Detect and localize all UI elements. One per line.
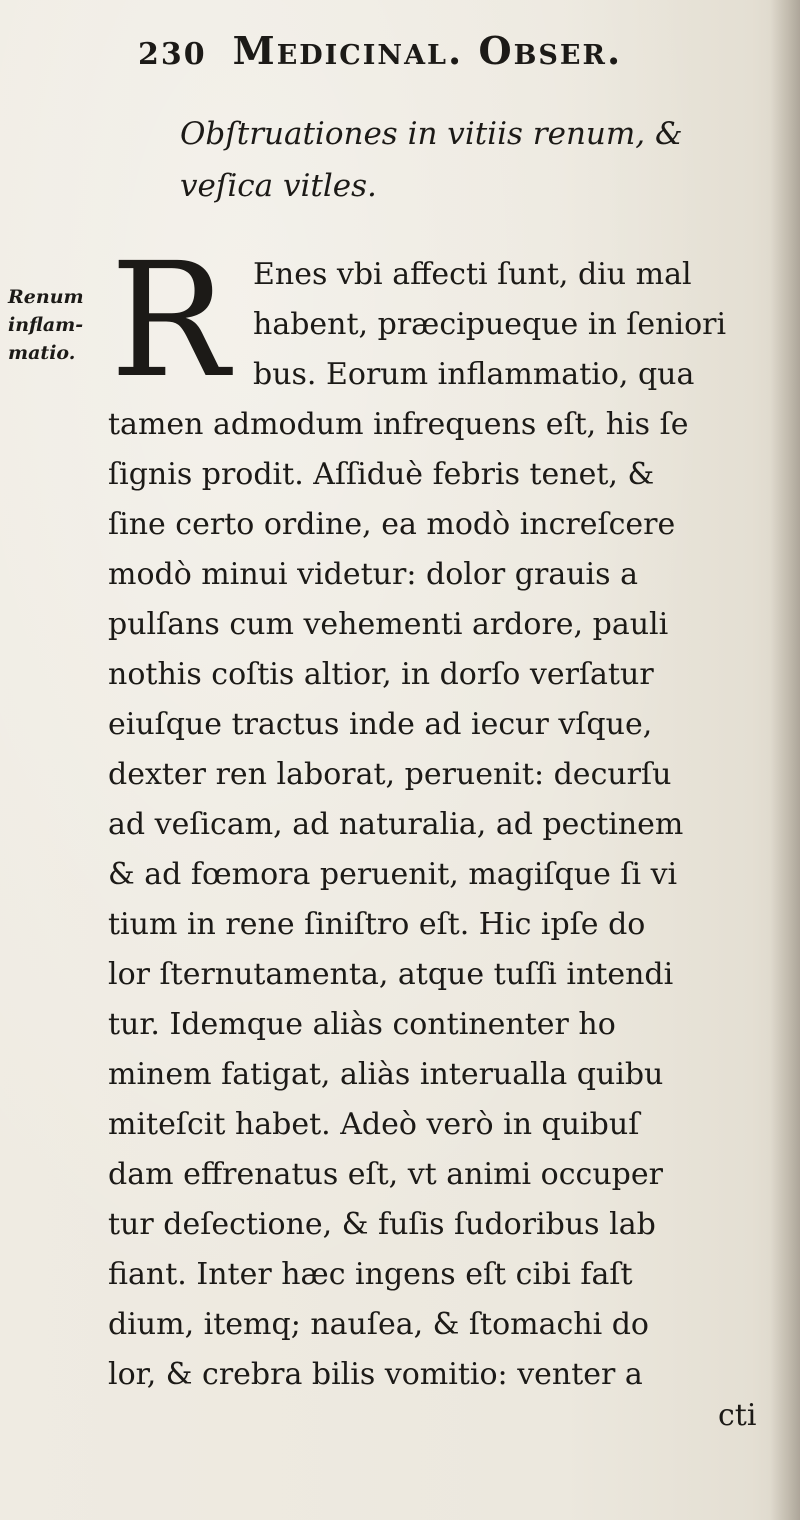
page-number: 230 <box>138 37 207 72</box>
text-line-17: minem fatigat, aliàs interualla quibu <box>108 1057 664 1092</box>
text-line-4: tamen admodum infrequens eſt, his ſe <box>108 407 689 442</box>
page-gutter-shadow <box>770 0 800 1520</box>
text-line-16: tur. Idemque aliàs continenter ho <box>108 1007 616 1042</box>
text-line-12: ad veſicam, ad naturalia, ad pectinem <box>108 807 684 842</box>
text-line-9: nothis coſtis altior, in dorſo verſatur <box>108 657 654 692</box>
margin-note-line-3: matio. <box>8 342 76 364</box>
text-line-14: tium in rene ſiniſtro eſt. Hic ipſe do <box>108 907 646 942</box>
text-line-3: bus. Eorum inflammatio, qua <box>253 357 695 392</box>
text-line-7: modò minui videtur: dolor grauis a <box>108 557 638 592</box>
text-line-22: dium, itemq; nauſea, & ſtomachi do <box>108 1307 649 1342</box>
text-line-10: eiuſque tractus inde ad iecur vſque, <box>108 707 653 742</box>
text-line-1: Enes vbi affecti ſunt, diu mal <box>253 257 692 292</box>
text-line-6: ſine certo ordine, ea modò increſcere <box>108 507 676 542</box>
section-title-line-1: Obſtruationes in vitiis renum, & <box>180 116 683 152</box>
text-line-13: & ad fœmora peruenit, magiſque ſi vi <box>108 857 678 892</box>
text-line-23: lor, & crebra bilis vomitio: venter a <box>108 1357 643 1392</box>
catchword: cti <box>718 1398 757 1433</box>
margin-note-line-2: inflam- <box>8 314 84 336</box>
text-line-15: lor ſternutamenta, atque tuſſi intendi <box>108 957 674 992</box>
text-line-8: pulſans cum vehementi ardore, pauli <box>108 607 669 642</box>
text-line-20: tur deſectione, & fuſis ſudoribus lab <box>108 1207 656 1242</box>
text-line-19: dam effrenatus eſt, vt animi occuper <box>108 1157 663 1192</box>
page-header <box>138 28 758 88</box>
section-title-line-2: veſica vitles. <box>180 168 377 204</box>
text-line-2: habent, præcipueque in ſeniori <box>253 307 727 342</box>
running-title: Medicinal. Obser. <box>232 28 623 73</box>
text-line-21: fiant. Inter hæc ingens eſt cibi faſt <box>108 1257 633 1292</box>
section-title <box>180 108 760 212</box>
text-line-5: ſignis prodit. Aſſiduè febris tenet, & <box>108 457 655 492</box>
text-line-18: miteſcit habet. Adeò verò in quibuſ <box>108 1107 640 1142</box>
text-line-11: dexter ren laborat, peruenit: decurſu <box>108 757 672 792</box>
drop-cap: R <box>110 229 229 413</box>
margin-note-line-1: Renum <box>8 286 84 308</box>
margin-note <box>8 283 86 367</box>
